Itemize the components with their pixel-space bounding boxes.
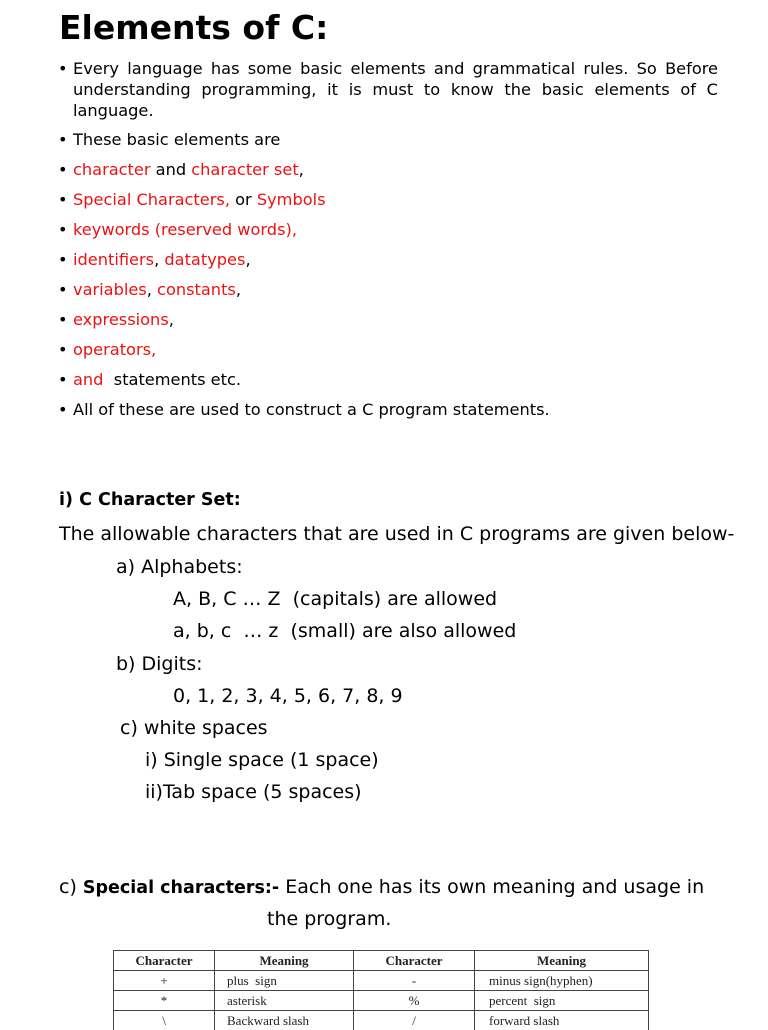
- table-row: [114, 991, 649, 1011]
- special-desc-2: the program.: [267, 907, 391, 931]
- table-row: [114, 971, 649, 991]
- table-cell: /: [354, 1011, 475, 1030]
- bullet-dot: •: [58, 159, 68, 181]
- table-cell: *: [114, 991, 215, 1011]
- table-cell: plus sign: [215, 971, 354, 991]
- bullet-dot: •: [58, 58, 68, 79]
- table-header-row: [114, 951, 649, 971]
- elements-bullet-list: [58, 58, 718, 421]
- element-text: ,: [147, 280, 157, 299]
- table-cell: -: [354, 971, 475, 991]
- table-header: Character: [354, 951, 475, 971]
- bullet-dot: •: [58, 249, 68, 271]
- whitespace-tab: ii)Tab space (5 spaces): [145, 780, 362, 804]
- alphabets-small: a, b, c … z (small) are also allowed: [173, 619, 516, 643]
- element-bullet-6: [58, 309, 718, 331]
- closing-bullet: [58, 399, 718, 421]
- element-text: datatypes: [164, 250, 245, 269]
- basic-elements-bullet: [58, 129, 718, 151]
- element-text: ,: [154, 250, 164, 269]
- bullet-dot: •: [58, 189, 68, 211]
- element-text: ,: [169, 310, 174, 329]
- element-bullet-3: [58, 219, 718, 241]
- page-title: Elements of C:: [59, 6, 328, 50]
- table-cell: Backward slash: [215, 1011, 354, 1030]
- element-text: variables: [73, 280, 147, 299]
- element-bullet-4: [58, 249, 718, 271]
- special-characters-table-wrap: [113, 950, 649, 1030]
- charset-heading: i) C Character Set:: [59, 490, 241, 510]
- element-text: operators,: [73, 340, 156, 359]
- element-bullet-2: [58, 189, 718, 211]
- element-text: ,: [245, 250, 250, 269]
- bullet-dot: •: [58, 339, 68, 361]
- table-cell: forward slash: [475, 1011, 649, 1030]
- bullet-dot: •: [58, 399, 68, 421]
- table-cell: +: [114, 971, 215, 991]
- table-cell: minus sign(hyphen): [475, 971, 649, 991]
- element-text: ,: [299, 160, 304, 179]
- intro-bullet: [58, 58, 718, 121]
- element-text: Special Characters,: [73, 190, 230, 209]
- table-header: Character: [114, 951, 215, 971]
- closing-bullet-text: All of these are used to construct a C program statements.: [73, 400, 550, 419]
- table-cell: percent sign: [475, 991, 649, 1011]
- table-cell: %: [354, 991, 475, 1011]
- charset-intro: The allowable characters that are used in C programs are given below-: [59, 522, 734, 546]
- special-characters-line: [59, 875, 704, 900]
- bullet-dot: •: [58, 129, 68, 151]
- element-text: expressions: [73, 310, 169, 329]
- digits-label: b) Digits:: [116, 652, 203, 676]
- special-prefix: c): [59, 876, 83, 898]
- element-text: character: [73, 160, 151, 179]
- element-text: identifiers: [73, 250, 154, 269]
- element-bullet-8: [58, 369, 718, 391]
- intro-bullet-text: Every language has some basic elements and grammatical rules. So Before understanding programming, it is must to know the basic elements of C language.: [73, 59, 718, 120]
- table-cell: \: [114, 1011, 215, 1030]
- alphabets-label: a) Alphabets:: [116, 555, 243, 579]
- element-bullet-1: [58, 159, 718, 181]
- table-header: Meaning: [475, 951, 649, 971]
- element-text: Symbols: [257, 190, 326, 209]
- special-characters-table: [113, 950, 649, 1030]
- element-text: character set: [191, 160, 298, 179]
- element-bullet-7: [58, 339, 718, 361]
- special-desc-1: Each one has its own meaning and usage in: [279, 876, 704, 898]
- digits-values: 0, 1, 2, 3, 4, 5, 6, 7, 8, 9: [173, 684, 403, 708]
- element-text: constants: [157, 280, 236, 299]
- whitespace-single: i) Single space (1 space): [145, 748, 379, 772]
- basic-elements-text: These basic elements are: [73, 130, 280, 149]
- element-text: and: [73, 370, 103, 389]
- element-text: ,: [236, 280, 241, 299]
- element-bullet-5: [58, 279, 718, 301]
- element-text: keywords (reserved words),: [73, 220, 297, 239]
- table-header: Meaning: [215, 951, 354, 971]
- element-text: or: [230, 190, 257, 209]
- bullet-dot: •: [58, 219, 68, 241]
- whitespace-label: c) white spaces: [120, 716, 268, 740]
- element-text: and: [151, 160, 192, 179]
- element-text: statements etc.: [103, 370, 241, 389]
- bullet-dot: •: [58, 279, 68, 301]
- special-label: Special characters:-: [83, 878, 279, 898]
- bullet-dot: •: [58, 369, 68, 391]
- table-cell: asterisk: [215, 991, 354, 1011]
- table-row: [114, 1011, 649, 1030]
- alphabets-capitals: A, B, C … Z (capitals) are allowed: [173, 587, 497, 611]
- bullet-dot: •: [58, 309, 68, 331]
